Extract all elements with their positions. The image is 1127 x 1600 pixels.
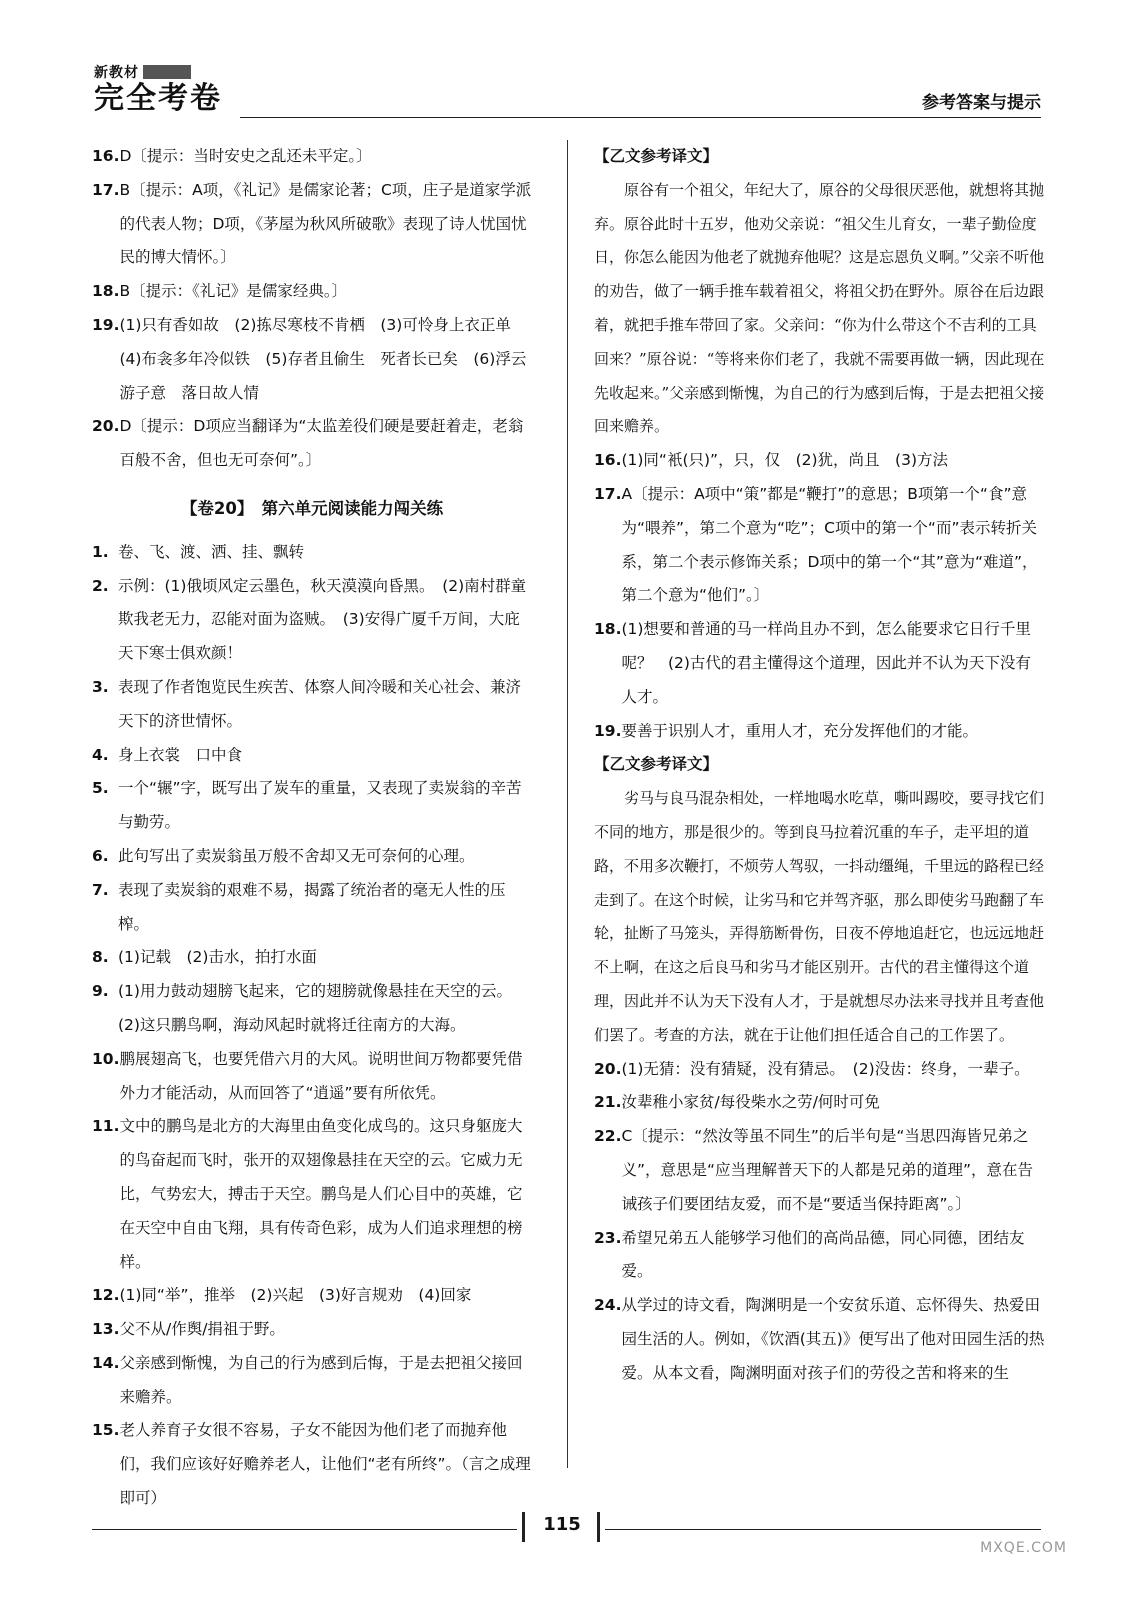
footer-bar-left — [522, 1512, 525, 1542]
answer-text: 此句写出了卖炭翁虽万般不舍却又无可奈何的心理。 — [118, 846, 475, 865]
translation-text-2: 劣马与良马混杂相处，一样地喝水吃草，嘶叫踢咬，要寻找它们不同的地方，那是很少的。等到良马拉着沉重的车子，走平坦的道路，不用多次鞭打，不烦劳人驾驭，一抖动缰绳，千里远的路程已经走到了。在这个时候，让劣马和它并驾齐驱，那么即使劣马跑翻了车轮，扯断了马笼头，弄得筋断骨伤，日夜不停地追赶它，也远远地赶不上啊，在这之后良马和劣马才能区别开。古代的君主懂得这个道理，因此并不认为天下没有人才，于是就想尽办法来寻找并且考查他们罢了。考查的方法，就在于让他们担任适合自己的工作罢了。 — [594, 789, 1045, 1044]
answer-text: (1)只有香如故 (2)拣尽寒枝不肯栖 (3)可怜身上衣正单 (4)布衾多年冷似铁 (5)存者且偷生 死者长已矣 (6)浮云游子意 落日故人情 — [119, 315, 527, 402]
answer-item — [92, 739, 532, 773]
answer-text: (1)同“举”，推举 (2)兴起 (3)好言规劝 (4)回家 — [119, 1286, 472, 1305]
answer-item — [92, 671, 532, 739]
answer-text: 身上衣裳 口中食 — [118, 745, 243, 764]
answer-number: 17. — [92, 180, 120, 199]
answer-text: 老人养育子女很不容易，子女不能因为他们老了而抛弃他们，我们应该好好赡养老人，让他们“老有所终”。（言之成理即可） — [119, 1421, 531, 1508]
answer-item — [92, 1313, 532, 1347]
right-column — [594, 140, 1046, 1390]
answer-text: 卷、飞、渡、洒、挂、飘转 — [118, 542, 305, 561]
answer-item — [594, 1086, 1046, 1120]
answer-item — [92, 536, 532, 570]
answer-text: (1)想要和普通的马一样尚且办不到，怎么能要求它日行千里呢？ (2)古代的君主懂得这个道理，因此并不认为天下没有人才。 — [621, 620, 1031, 706]
brand-logo — [94, 62, 234, 116]
answer-item — [594, 444, 1046, 478]
translation-title: 【乙文参考译文】 — [594, 147, 719, 165]
answer-text: B〔提示：《礼记》是儒家经典。〕 — [119, 282, 348, 301]
answer-number: 16. — [594, 451, 622, 470]
footer-rule-left — [92, 1529, 517, 1530]
brand-decoration — [143, 65, 191, 79]
answer-item — [92, 1414, 532, 1515]
header-title: 参考答案与提示 — [922, 93, 1041, 113]
brand-small-text: 新教材 — [94, 65, 139, 81]
answer-text: 表现了卖炭翁的艰难不易，揭露了统治者的毫无人性的压榨。 — [118, 880, 506, 933]
answer-number: 13. — [92, 1320, 120, 1339]
answer-item — [594, 478, 1046, 613]
answer-number: 10. — [92, 1049, 120, 1068]
answer-text: 一个“辗”字，既写出了炭车的重量，又表现了卖炭翁的辛苦与勤劳。 — [118, 779, 522, 832]
footer-bar-right — [597, 1512, 600, 1542]
answer-text: 从学过的诗文看，陶渊明是一个安贫乐道、忘怀得失、热爱田园生活的人。例如，《饮酒(其五)》便写出了他对田园生活的热爱。从本文看，陶渊明面对孩子们的劳役之苦和将来的生 — [621, 1296, 1045, 1382]
answer-text: 汝辈稚小家贫/每役柴水之劳/何时可免 — [621, 1093, 880, 1112]
right-mid-answers — [594, 444, 1046, 748]
answer-item — [92, 1110, 532, 1279]
answer-item — [92, 1347, 532, 1415]
answer-text: D〔提示：当时安史之乱还未平定。〕 — [119, 147, 372, 165]
answer-number: 18. — [594, 620, 622, 639]
brand-small — [94, 62, 234, 82]
watermark: MXQE.COM — [980, 1540, 1067, 1556]
translation-title-2: 【乙文参考译文】 — [594, 755, 719, 774]
answer-number: 8. — [92, 948, 109, 967]
answer-text: 父不从/作舆/捐祖于野。 — [119, 1320, 285, 1339]
answer-item — [92, 941, 532, 975]
answer-item — [594, 1053, 1046, 1087]
answer-number: 19. — [594, 721, 622, 740]
answer-item — [92, 410, 532, 478]
answer-text: 鹏展翅高飞，也要凭借六月的大风。说明世间万物都要凭借外力才能活动，从而回答了“逍遥”要有所依凭。 — [119, 1049, 523, 1102]
answer-item — [92, 570, 532, 671]
answer-number: 6. — [92, 846, 109, 865]
left-top-answers — [92, 140, 532, 478]
answer-item — [594, 715, 1046, 749]
answer-text: D〔提示：D项应当翻译为“太监差役们硬是要赶着走，老翁百般不舍，但也无可奈何”。〕 — [119, 417, 524, 470]
answer-item — [92, 772, 532, 840]
answer-item — [594, 1120, 1046, 1221]
page-number: 115 — [543, 1514, 581, 1535]
left-column — [92, 140, 532, 1516]
answer-text: 表现了作者饱览民生疾苦、体察人间冷暖和关心社会、兼济天下的济世情怀。 — [118, 677, 522, 730]
answer-number: 23. — [594, 1228, 622, 1247]
answer-number: 2. — [92, 576, 109, 595]
answer-item — [594, 1289, 1046, 1390]
answer-number: 12. — [92, 1286, 120, 1305]
answer-text: 父亲感到惭愧，为自己的行为感到后悔，于是去把祖父接回来赡养。 — [119, 1353, 523, 1406]
translation-text: 原谷有一个祖父，年纪大了，原谷的父母很厌恶他，就想将其抛弃。原谷此时十五岁，他劝父亲说：“祖父生儿育女，一辈子勤俭度日，你怎么能因为他老了就抛弃他呢？这是忘恩负义啊。”父亲不听他的劝告，做了一辆手推车载着祖父，将祖父扔在野外。原谷在后边跟着，就把手推车带回了家。父亲问：“你为什么带这个不吉利的工具回来？”原谷说：“等将来你们老了，我就不需要再做一辆，因此现在先收起来。”父亲感到惭愧，为自己的行为感到后悔，于是去把祖父接回来赡养。 — [594, 180, 1045, 436]
answer-text: (1)同“衹(只)”，只，仅 (2)犹，尚且 (3)方法 — [621, 451, 948, 470]
footer — [92, 1512, 1041, 1542]
answer-text: (1)记载 (2)击水，拍打水面 — [118, 948, 317, 967]
answer-number: 14. — [92, 1353, 120, 1372]
answer-item — [594, 613, 1046, 714]
answer-number: 17. — [594, 484, 622, 503]
answer-number: 5. — [92, 779, 109, 798]
answer-number: 20. — [594, 1059, 622, 1078]
answer-item — [594, 1222, 1046, 1290]
answer-number: 18. — [92, 282, 120, 301]
answer-item — [92, 975, 532, 1043]
answer-text: (1)无猜：没有猜疑，没有猜忌。 (2)没齿：终身，一辈子。 — [621, 1059, 1030, 1078]
answer-item — [92, 275, 532, 309]
answer-number: 9. — [92, 982, 109, 1001]
answer-number: 3. — [92, 677, 109, 696]
answer-number: 1. — [92, 542, 109, 561]
left-bottom-answers — [92, 536, 532, 1516]
answer-number: 16. — [92, 147, 120, 165]
answer-text: 示例：(1)俄顷风定云墨色，秋天漠漠向昏黑。 (2)南村群童欺我老无力，忍能对面为盗贼。 (3)安得广厦千万间，大庇天下寒士俱欢颜！ — [118, 576, 527, 663]
answer-item — [92, 140, 532, 174]
answer-item — [92, 1279, 532, 1313]
answer-text: 文中的鹏鸟是北方的大海里由鱼变化成鸟的。这只身躯庞大的鸟奋起而飞时，张开的双翅像悬挂在天空的云。它威力无比，气势宏大，搏击于天空。鹏鸟是人们心目中的英雄，它在天空中自由飞翔，具有传奇色彩，成为人们追求理想的榜样。 — [119, 1117, 523, 1271]
answer-item — [92, 309, 532, 410]
answer-item — [92, 840, 532, 874]
answer-text: A〔提示：A项中“策”都是“鞭打”的意思；B项第一个“食”意为“喂养”，第二个意为“吃”；C项中的第一个“而”表示转折关系，第二个表示修饰关系；D项中的第一个“其”意为“难道”，第二个意为“他们”。〕 — [621, 484, 1038, 605]
answer-item — [92, 174, 532, 275]
section-title: 【卷20】 第六单元阅读能力闯关练 — [180, 498, 444, 518]
answer-number: 4. — [92, 745, 109, 764]
answer-number: 24. — [594, 1296, 622, 1315]
header-rule — [240, 117, 1041, 118]
answer-number: 19. — [92, 315, 120, 334]
answer-text: 希望兄弟五人能够学习他们的高尚品德，同心同德，团结友爱。 — [621, 1228, 1025, 1281]
answer-number: 21. — [594, 1093, 622, 1112]
answer-number: 7. — [92, 880, 109, 899]
answer-number: 22. — [594, 1127, 622, 1146]
answer-text: 要善于识别人才，重用人才，充分发挥他们的才能。 — [621, 721, 978, 740]
answer-item — [92, 874, 532, 942]
answer-number: 15. — [92, 1421, 120, 1440]
footer-rule-right — [605, 1529, 1041, 1530]
column-divider — [567, 140, 568, 1468]
right-bottom-answers — [594, 1053, 1046, 1391]
answer-text: C〔提示：“然汝等虽不同生”的后半句是“当思四海皆兄弟之义”，意思是“应当理解普天下的人都是兄弟的道理”，意在告诫孩子们要团结友爱，而不是“要适当保持距离”。〕 — [621, 1127, 1034, 1213]
answer-number: 20. — [92, 417, 120, 436]
answer-number: 11. — [92, 1117, 120, 1136]
brand-big: 完全考卷 — [94, 81, 222, 116]
answer-text: B〔提示：A项，《礼记》是儒家论著；C项，庄子是道家学派的代表人物；D项，《茅屋为秋风所破歌》表现了诗人忧国忧民的博大情怀。〕 — [119, 180, 532, 267]
answer-text: (1)用力鼓动翅膀飞起来，它的翅膀就像悬挂在天空的云。 (2)这只鹏鸟啊，海动风起时就将迁往南方的大海。 — [118, 982, 520, 1034]
answer-item — [92, 1043, 532, 1111]
